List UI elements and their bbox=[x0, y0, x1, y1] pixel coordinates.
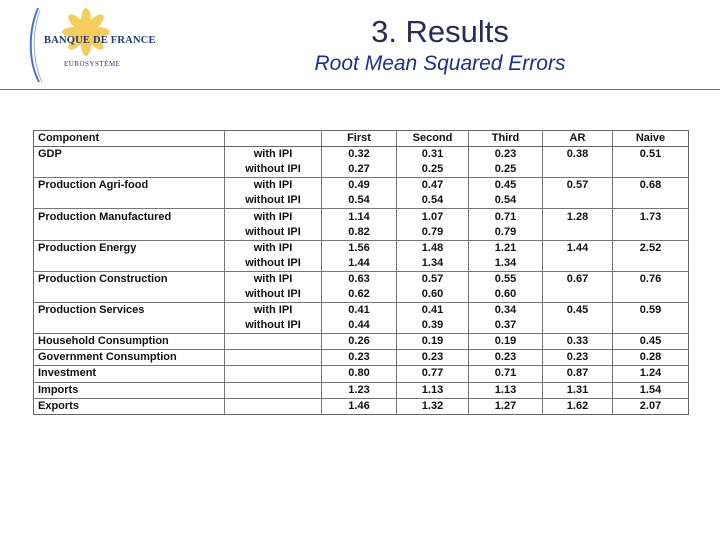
value-cell: 0.80 bbox=[322, 366, 397, 382]
component-cell bbox=[34, 318, 225, 334]
variant-cell bbox=[225, 350, 322, 366]
value-cell: 0.63 bbox=[322, 271, 397, 287]
value-cell: 0.82 bbox=[322, 225, 397, 241]
variant-cell: with IPI bbox=[225, 147, 322, 163]
component-cell: Government Consumption bbox=[34, 350, 225, 366]
component-cell: Investment bbox=[34, 366, 225, 382]
component-cell bbox=[34, 193, 225, 209]
rmse-table-container bbox=[33, 130, 689, 415]
value-cell: 0.38 bbox=[543, 147, 613, 163]
variant-cell: with IPI bbox=[225, 303, 322, 319]
value-cell: 0.27 bbox=[322, 162, 397, 178]
slide-subtitle: Root Mean Squared Errors bbox=[314, 52, 566, 75]
table-row bbox=[34, 225, 689, 241]
value-cell: 0.41 bbox=[397, 303, 469, 319]
header-second: Second bbox=[397, 131, 469, 147]
variant-cell: with IPI bbox=[225, 178, 322, 194]
value-cell: 0.39 bbox=[397, 318, 469, 334]
value-cell: 1.21 bbox=[469, 240, 543, 256]
value-cell bbox=[613, 162, 689, 178]
value-cell: 1.56 bbox=[322, 240, 397, 256]
value-cell bbox=[613, 193, 689, 209]
value-cell: 0.71 bbox=[469, 209, 543, 225]
table-row bbox=[34, 240, 689, 256]
value-cell: 0.68 bbox=[613, 178, 689, 194]
value-cell bbox=[543, 256, 613, 272]
header-naive: Naive bbox=[613, 131, 689, 147]
value-cell: 1.54 bbox=[613, 382, 689, 398]
value-cell: 0.33 bbox=[543, 334, 613, 350]
value-cell: 0.79 bbox=[397, 225, 469, 241]
table-row bbox=[34, 382, 689, 398]
value-cell bbox=[613, 318, 689, 334]
header-third: Third bbox=[469, 131, 543, 147]
variant-cell: without IPI bbox=[225, 287, 322, 303]
value-cell: 0.23 bbox=[543, 350, 613, 366]
variant-cell: without IPI bbox=[225, 318, 322, 334]
component-cell: Production Agri-food bbox=[34, 178, 225, 194]
value-cell bbox=[613, 256, 689, 272]
value-cell: 0.57 bbox=[543, 178, 613, 194]
value-cell bbox=[543, 162, 613, 178]
value-cell: 1.23 bbox=[322, 382, 397, 398]
value-cell: 1.73 bbox=[613, 209, 689, 225]
component-cell bbox=[34, 287, 225, 303]
value-cell: 2.07 bbox=[613, 398, 689, 414]
value-cell: 1.46 bbox=[322, 398, 397, 414]
table-row bbox=[34, 334, 689, 350]
value-cell: 1.44 bbox=[322, 256, 397, 272]
value-cell: 0.28 bbox=[613, 350, 689, 366]
component-cell: Production Energy bbox=[34, 240, 225, 256]
header-divider bbox=[0, 89, 720, 90]
value-cell: 0.54 bbox=[322, 193, 397, 209]
value-cell bbox=[543, 287, 613, 303]
value-cell: 0.54 bbox=[469, 193, 543, 209]
component-cell: Production Construction bbox=[34, 271, 225, 287]
value-cell: 0.34 bbox=[469, 303, 543, 319]
value-cell: 0.25 bbox=[469, 162, 543, 178]
value-cell: 0.62 bbox=[322, 287, 397, 303]
value-cell bbox=[613, 287, 689, 303]
value-cell bbox=[543, 193, 613, 209]
variant-cell: with IPI bbox=[225, 209, 322, 225]
value-cell: 0.87 bbox=[543, 366, 613, 382]
table-row bbox=[34, 398, 689, 414]
value-cell: 0.51 bbox=[613, 147, 689, 163]
value-cell: 0.32 bbox=[322, 147, 397, 163]
value-cell: 1.31 bbox=[543, 382, 613, 398]
value-cell: 0.77 bbox=[397, 366, 469, 382]
value-cell: 0.49 bbox=[322, 178, 397, 194]
table-row bbox=[34, 162, 689, 178]
value-cell: 0.23 bbox=[397, 350, 469, 366]
component-cell bbox=[34, 225, 225, 241]
variant-cell: without IPI bbox=[225, 193, 322, 209]
value-cell: 1.28 bbox=[543, 209, 613, 225]
value-cell: 1.34 bbox=[397, 256, 469, 272]
value-cell: 0.23 bbox=[469, 147, 543, 163]
component-cell: GDP bbox=[38, 148, 62, 161]
table-header-row bbox=[34, 131, 689, 147]
table-row bbox=[34, 256, 689, 272]
component-cell: Imports bbox=[34, 382, 225, 398]
variant-cell bbox=[225, 334, 322, 350]
table-row bbox=[34, 271, 689, 287]
slide-title: 3. Results bbox=[371, 14, 509, 49]
header-first: First bbox=[322, 131, 397, 147]
value-cell bbox=[543, 318, 613, 334]
table-row bbox=[34, 318, 689, 334]
variant-cell: with IPI bbox=[225, 240, 322, 256]
value-cell: 0.57 bbox=[397, 271, 469, 287]
value-cell: 0.59 bbox=[613, 303, 689, 319]
value-cell: 1.62 bbox=[543, 398, 613, 414]
component-cell: Production Manufactured bbox=[34, 209, 225, 225]
value-cell: 0.41 bbox=[322, 303, 397, 319]
value-cell: 1.48 bbox=[397, 240, 469, 256]
logo-name: BANQUE DE FRANCE bbox=[44, 35, 156, 46]
variant-cell: without IPI bbox=[225, 225, 322, 241]
value-cell: 2.52 bbox=[613, 240, 689, 256]
value-cell: 0.26 bbox=[322, 334, 397, 350]
value-cell: 0.67 bbox=[543, 271, 613, 287]
value-cell: 0.45 bbox=[469, 178, 543, 194]
banque-de-france-logo bbox=[28, 2, 158, 82]
rmse-table bbox=[33, 130, 689, 415]
table-row bbox=[34, 350, 689, 366]
variant-cell: without IPI bbox=[225, 256, 322, 272]
value-cell: 0.23 bbox=[322, 350, 397, 366]
value-cell: 1.14 bbox=[322, 209, 397, 225]
component-cell bbox=[34, 162, 225, 178]
value-cell: 1.27 bbox=[469, 398, 543, 414]
value-cell: 0.25 bbox=[397, 162, 469, 178]
value-cell: 0.71 bbox=[469, 366, 543, 382]
value-cell: 0.19 bbox=[469, 334, 543, 350]
logo-subtitle: EUROSYSTÈME bbox=[64, 60, 121, 68]
value-cell: 0.47 bbox=[397, 178, 469, 194]
component-cell: Production Services bbox=[34, 303, 225, 319]
variant-cell bbox=[225, 398, 322, 414]
value-cell: 0.44 bbox=[322, 318, 397, 334]
table-row bbox=[34, 303, 689, 319]
value-cell: 1.34 bbox=[469, 256, 543, 272]
variant-cell bbox=[225, 366, 322, 382]
table-row bbox=[34, 366, 689, 382]
table-row bbox=[34, 193, 689, 209]
value-cell: 1.32 bbox=[397, 398, 469, 414]
value-cell bbox=[543, 225, 613, 241]
table-row bbox=[34, 209, 689, 225]
value-cell: 0.45 bbox=[543, 303, 613, 319]
value-cell: 0.19 bbox=[397, 334, 469, 350]
component-cell: Household Consumption bbox=[34, 334, 225, 350]
value-cell: 0.37 bbox=[469, 318, 543, 334]
value-cell: 0.31 bbox=[397, 147, 469, 163]
value-cell bbox=[613, 225, 689, 241]
value-cell: 0.23 bbox=[469, 350, 543, 366]
value-cell: 0.45 bbox=[613, 334, 689, 350]
value-cell: 1.07 bbox=[397, 209, 469, 225]
table-row bbox=[34, 178, 689, 194]
table-row bbox=[34, 147, 689, 163]
component-cell: Exports bbox=[34, 398, 225, 414]
component-cell bbox=[34, 256, 225, 272]
value-cell: 0.54 bbox=[397, 193, 469, 209]
value-cell: 1.44 bbox=[543, 240, 613, 256]
value-cell: 0.76 bbox=[613, 271, 689, 287]
value-cell: 0.60 bbox=[397, 287, 469, 303]
header-ar: AR bbox=[543, 131, 613, 147]
variant-cell bbox=[225, 382, 322, 398]
value-cell: 1.13 bbox=[397, 382, 469, 398]
table-row bbox=[34, 287, 689, 303]
value-cell: 0.55 bbox=[469, 271, 543, 287]
table-body bbox=[34, 147, 689, 415]
value-cell: 0.60 bbox=[469, 287, 543, 303]
value-cell: 0.79 bbox=[469, 225, 543, 241]
header-variant bbox=[225, 131, 322, 147]
value-cell: 1.13 bbox=[469, 382, 543, 398]
variant-cell: without IPI bbox=[225, 162, 322, 178]
header-component: Component bbox=[34, 131, 225, 147]
variant-cell: with IPI bbox=[225, 271, 322, 287]
value-cell: 1.24 bbox=[613, 366, 689, 382]
